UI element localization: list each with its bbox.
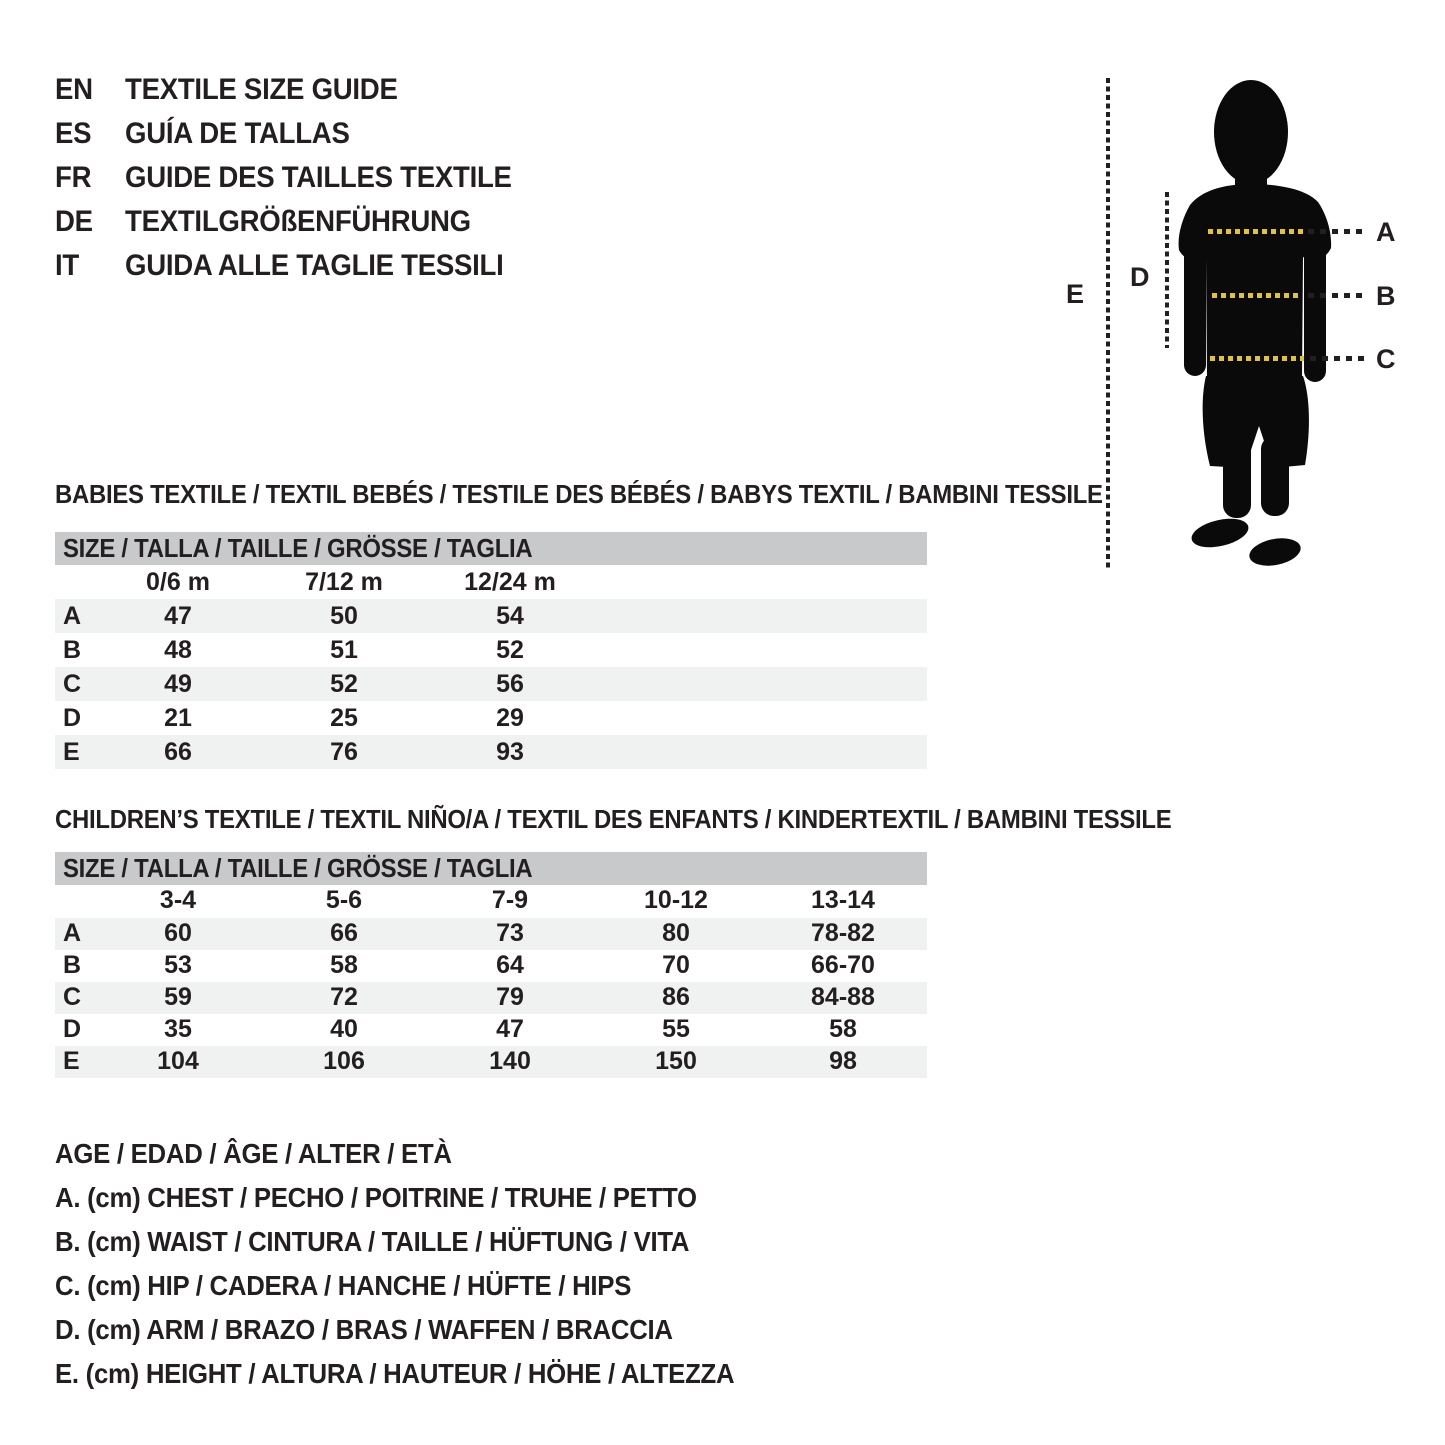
header-row-fr: [55, 156, 545, 200]
language-code: IT: [55, 249, 79, 282]
table-cell: 76: [330, 737, 358, 766]
table-cell: 53: [164, 950, 192, 979]
babies-size-table: [55, 532, 927, 769]
table-cell: 47: [164, 601, 192, 630]
guide-title-en: TEXTILE SIZE GUIDE: [125, 73, 398, 106]
table-cell: 55: [662, 1014, 690, 1043]
column-header-row: [55, 565, 927, 599]
row-label: A: [63, 601, 82, 630]
table-cell: 56: [496, 669, 524, 698]
children-section-title: CHILDREN’S TEXTILE / TEXTIL NIÑO/A / TEXTIL DES ENFANTS / KINDERTEXTIL / BAMBINI TESSILE: [55, 804, 1172, 834]
waist-measure-line-b: [1212, 293, 1300, 298]
table-cell: 51: [330, 635, 358, 664]
language-code: EN: [55, 73, 93, 106]
table-row: [55, 1046, 927, 1078]
table-cell: 66: [164, 737, 192, 766]
row-label: B: [63, 635, 82, 664]
column-header: 12/24 m: [464, 567, 556, 596]
table-cell: 79: [496, 982, 524, 1011]
figure-label-d: D: [1130, 262, 1150, 292]
guide-title-it: GUIDA ALLE TAGLIE TESSILI: [125, 249, 504, 282]
column-header: 5-6: [325, 886, 363, 914]
row-label: C: [63, 669, 82, 698]
row-label: E: [63, 1046, 80, 1075]
table-cell: 72: [330, 982, 358, 1011]
column-header: 3-4: [159, 886, 197, 914]
table-cell: 60: [164, 918, 192, 947]
table-row: [55, 633, 927, 667]
row-label: A: [63, 918, 82, 947]
table-cell: 140: [489, 1046, 531, 1075]
table-cell: 29: [496, 703, 524, 732]
header-row-en: [55, 68, 545, 112]
table-row: [55, 735, 927, 769]
guide-title-fr: GUIDE DES TAILLES TEXTILE: [125, 161, 512, 194]
table-row: [55, 950, 927, 982]
table-cell: 93: [496, 737, 524, 766]
row-label: D: [63, 1014, 82, 1043]
header-row-de: [55, 200, 545, 244]
figure-label-a: A: [1376, 217, 1396, 247]
legend-waist: B. (cm) WAIST / CINTURA / TAILLE / HÜFTUNG / VITA: [55, 1226, 690, 1257]
row-label: C: [63, 982, 82, 1011]
table-cell: 70: [662, 950, 690, 979]
babies-section-title: BABIES TEXTILE / TEXTIL BEBÉS / TESTILE DES BÉBÉS / BABYS TEXTIL / BAMBINI TESSILE: [55, 479, 1103, 509]
legend-age: AGE / EDAD / ÂGE / ALTER / ETÀ: [55, 1138, 452, 1169]
table-cell: 59: [164, 982, 192, 1011]
column-header: 7/12 m: [305, 567, 383, 596]
measurement-legend: [55, 1132, 793, 1396]
row-label: D: [63, 703, 82, 732]
table-cell: 106: [323, 1046, 365, 1075]
header-row-es: [55, 112, 545, 156]
table-cell: 48: [164, 635, 192, 664]
figure-label-e: E: [1066, 279, 1085, 309]
language-header: [55, 68, 545, 288]
children-size-table: [55, 852, 927, 1078]
table-cell: 52: [330, 669, 358, 698]
language-code: ES: [55, 117, 92, 150]
legend-hip: C. (cm) HIP / CADERA / HANCHE / HÜFTE / HIPS: [55, 1270, 632, 1301]
table-cell: 64: [496, 950, 524, 979]
language-code: FR: [55, 161, 92, 194]
row-label: E: [63, 737, 80, 766]
table-cell: 84-88: [811, 982, 875, 1011]
height-measure-line-e: [1106, 78, 1110, 570]
figure-label-b: B: [1376, 281, 1396, 311]
table-row: [55, 918, 927, 950]
table-cell: 150: [655, 1046, 697, 1075]
column-header: 13-14: [811, 886, 875, 914]
table-row: [55, 1014, 927, 1046]
hip-leader-line-c: [1310, 356, 1368, 361]
header-row-it: [55, 244, 545, 288]
legend-height: E. (cm) HEIGHT / ALTURA / HAUTEUR / HÖHE / ALTEZZA: [55, 1358, 735, 1389]
arm-measure-line-d: [1165, 192, 1169, 348]
table-cell: 40: [330, 1014, 358, 1043]
table-row: [55, 982, 927, 1014]
guide-title-de: TEXTILGRÖßENFÜHRUNG: [125, 205, 471, 238]
column-header-row: [55, 885, 927, 918]
legend-arm: D. (cm) ARM / BRAZO / BRAS / WAFFEN / BRACCIA: [55, 1314, 673, 1345]
chest-leader-line-a: [1308, 229, 1368, 234]
table-cell: 58: [829, 1014, 857, 1043]
table-row: [55, 599, 927, 633]
table-cell: 73: [496, 918, 524, 947]
column-header: 10-12: [644, 886, 708, 914]
table-cell: 86: [662, 982, 690, 1011]
waist-leader-line-b: [1308, 293, 1368, 298]
table-row: [55, 667, 927, 701]
table-cell: 78-82: [811, 918, 875, 947]
table-cell: 47: [496, 1014, 524, 1043]
chest-measure-line-a: [1208, 229, 1304, 234]
guide-title-es: GUÍA DE TALLAS: [125, 117, 350, 150]
table-cell: 66-70: [811, 950, 875, 979]
table-row: [55, 701, 927, 735]
column-header: 0/6 m: [146, 567, 210, 596]
child-silhouette-figure: [1175, 78, 1335, 573]
table-cell: 66: [330, 918, 358, 947]
table-cell: 54: [496, 601, 524, 630]
table-cell: 58: [330, 950, 358, 979]
row-label: B: [63, 950, 82, 979]
table-cell: 35: [164, 1014, 192, 1043]
figure-label-c: C: [1376, 344, 1396, 374]
table-cell: 52: [496, 635, 524, 664]
table-cell: 50: [330, 601, 358, 630]
table-cell: 104: [157, 1046, 199, 1075]
table-cell: 49: [164, 669, 192, 698]
table-cell: 21: [164, 703, 192, 732]
size-header-bar: SIZE / TALLA / TAILLE / GRÖSSE / TAGLIA: [55, 532, 927, 565]
hip-measure-line-c: [1210, 356, 1304, 361]
size-header-bar: SIZE / TALLA / TAILLE / GRÖSSE / TAGLIA: [55, 852, 927, 885]
language-code: DE: [55, 205, 93, 238]
legend-chest: A. (cm) CHEST / PECHO / POITRINE / TRUHE / PETTO: [55, 1182, 697, 1213]
column-header: 7-9: [491, 886, 529, 914]
table-cell: 98: [829, 1046, 857, 1075]
table-cell: 25: [330, 703, 358, 732]
table-cell: 80: [662, 918, 690, 947]
